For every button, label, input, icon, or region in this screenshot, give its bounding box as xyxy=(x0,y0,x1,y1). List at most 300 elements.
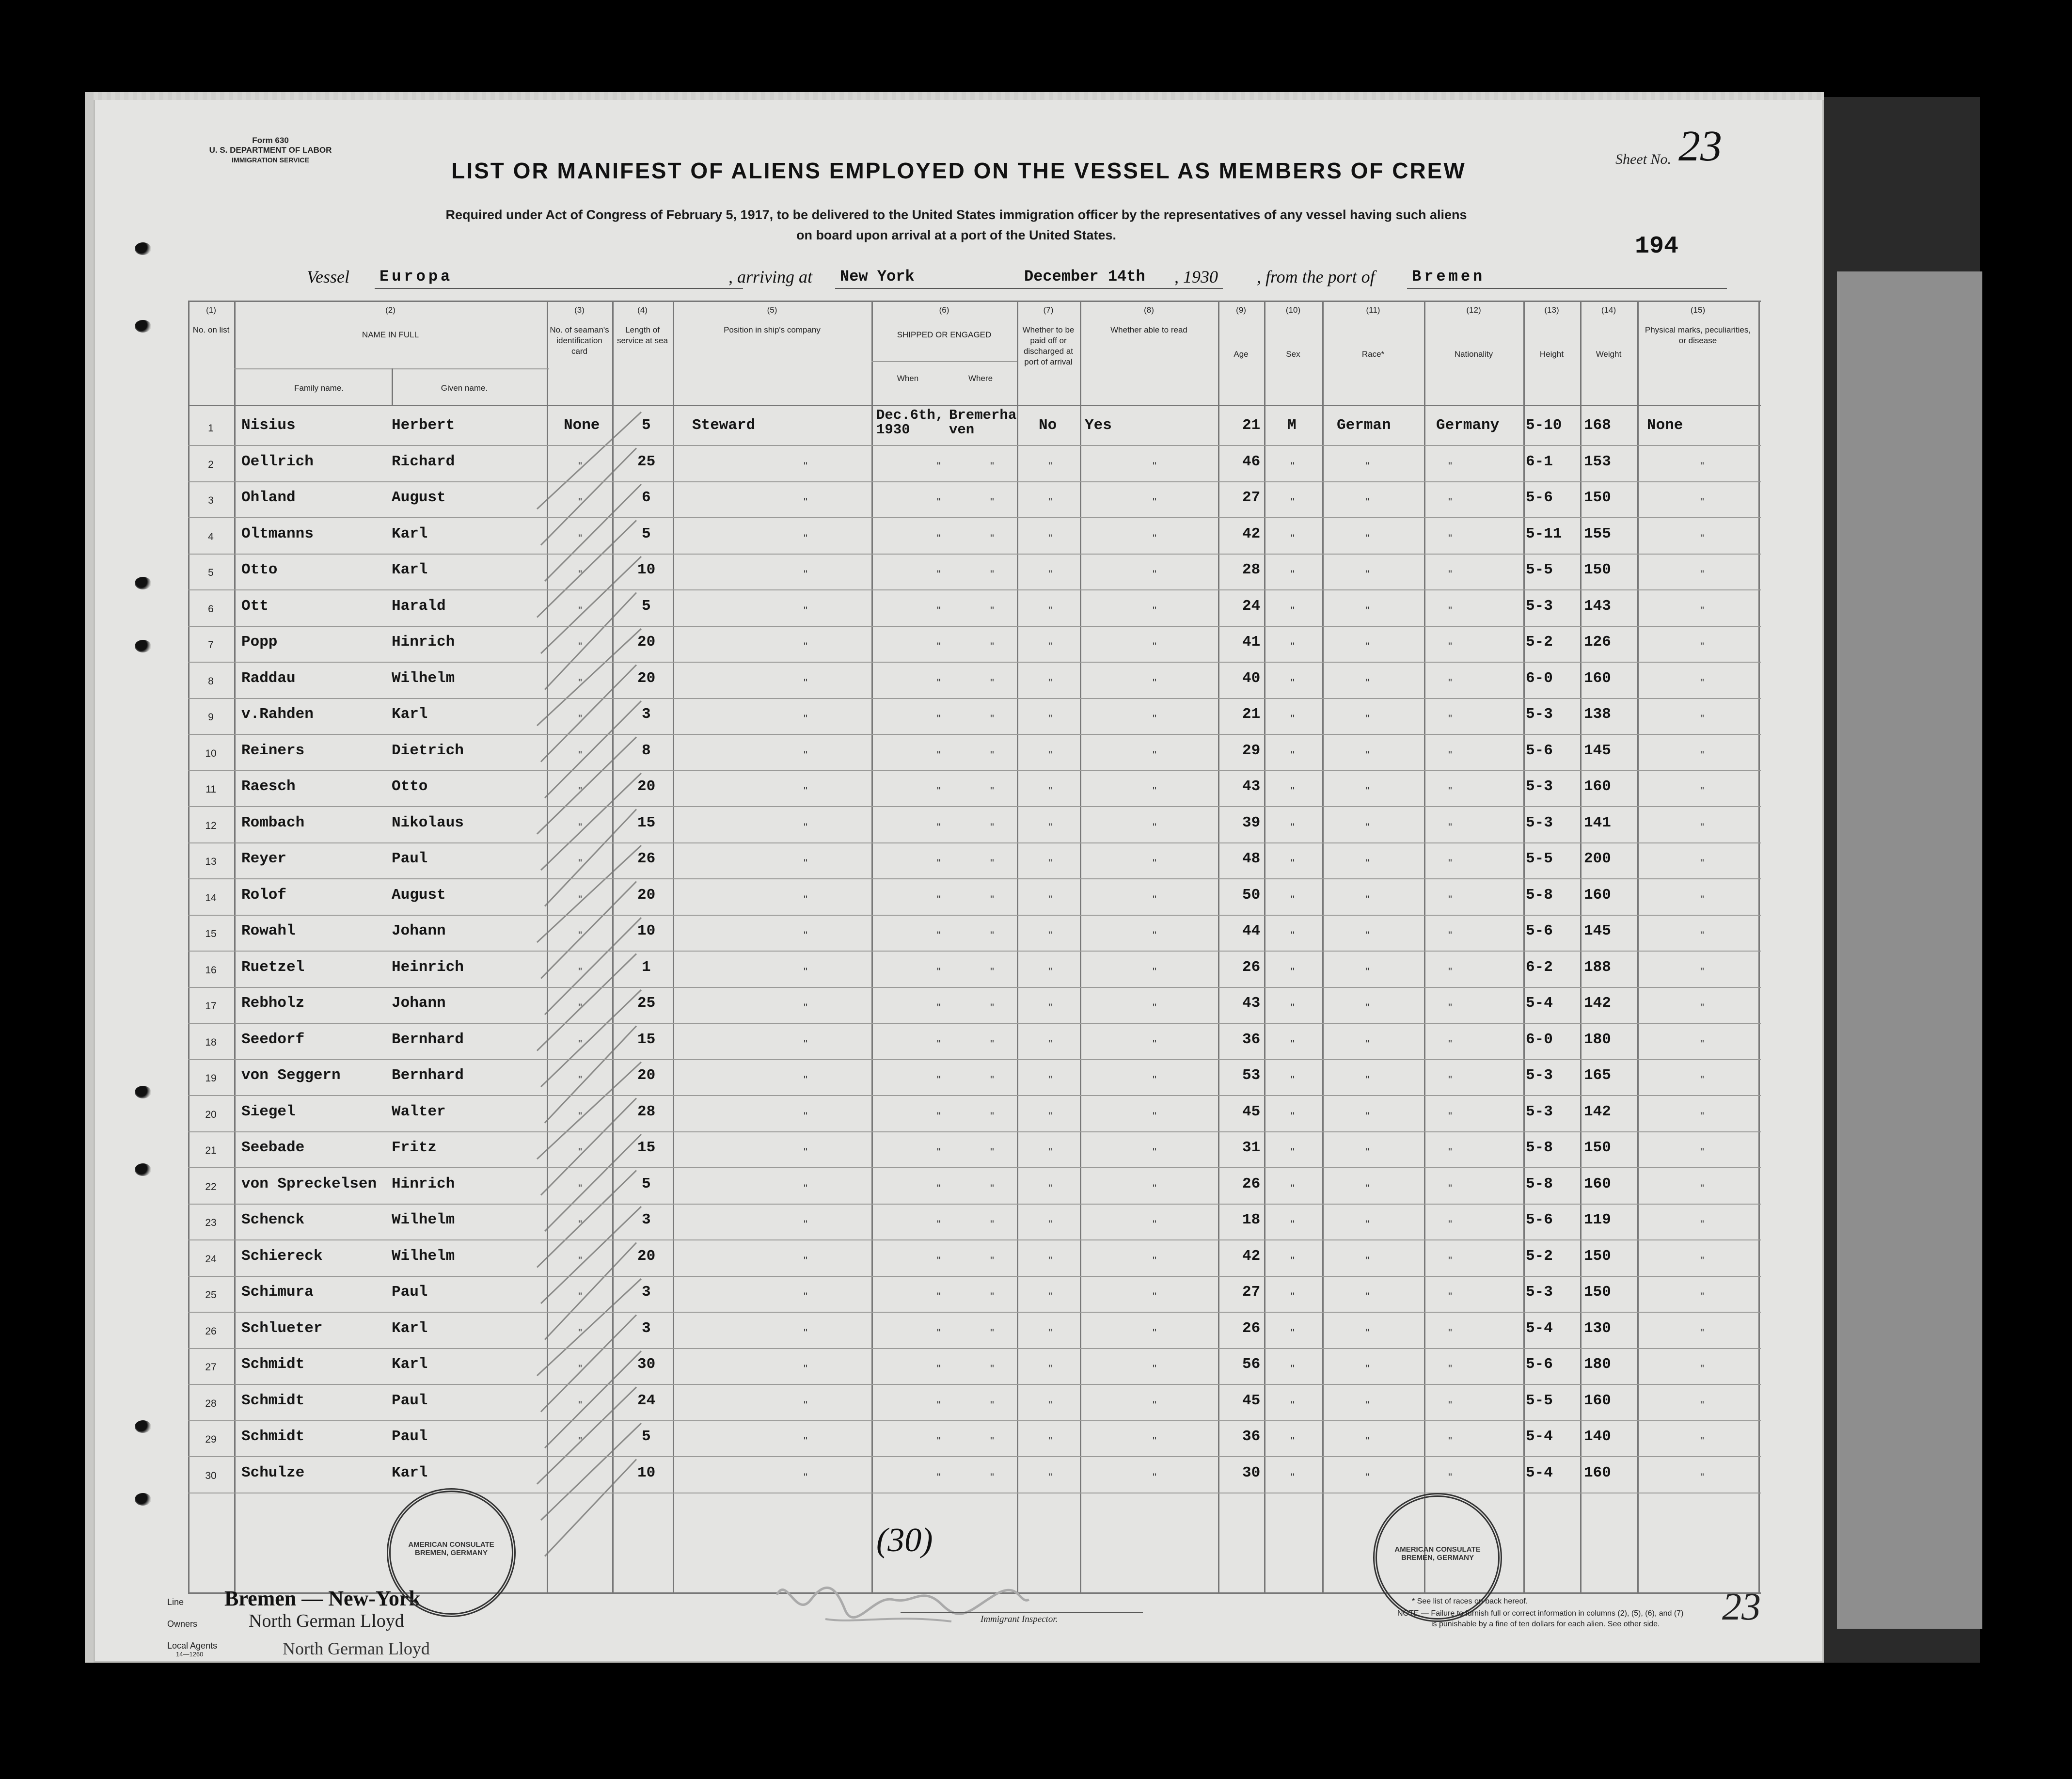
ditto-mark: " xyxy=(1366,1110,1370,1122)
family-name: Rolof xyxy=(241,887,287,904)
age: 27 xyxy=(1242,489,1261,506)
given-name: Karl xyxy=(392,561,428,578)
ditto-mark: " xyxy=(1291,496,1295,508)
ditto-mark: " xyxy=(1448,1290,1452,1302)
column-header: Race* xyxy=(1361,349,1385,359)
ditto-mark: " xyxy=(1700,532,1704,544)
ditto-mark: " xyxy=(578,1435,582,1447)
column-rule xyxy=(871,301,873,1592)
row-number: 4 xyxy=(208,531,214,542)
service-years: 26 xyxy=(637,850,656,867)
ditto-mark: " xyxy=(937,749,941,761)
weight: 160 xyxy=(1584,1175,1611,1192)
ditto-mark: " xyxy=(1700,749,1704,761)
ditto-mark: " xyxy=(1291,532,1295,544)
ditto-mark: " xyxy=(990,929,994,941)
family-name: Ruetzel xyxy=(241,959,305,976)
service-years: 25 xyxy=(637,995,656,1012)
ditto-mark: " xyxy=(1366,532,1370,544)
age: 36 xyxy=(1242,1031,1261,1048)
row-number: 5 xyxy=(208,567,214,578)
weight: 165 xyxy=(1584,1067,1611,1084)
column-subheader: Given name. xyxy=(441,383,488,393)
height: 5-3 xyxy=(1526,1067,1553,1084)
ditto-mark: " xyxy=(804,1363,807,1375)
ditto-mark: " xyxy=(1153,1218,1156,1230)
service-years: 15 xyxy=(637,1139,656,1156)
column-rule xyxy=(1080,301,1081,1592)
ditto-mark: " xyxy=(1291,1110,1295,1122)
ditto-mark: " xyxy=(1048,749,1052,761)
given-name: August xyxy=(392,887,446,904)
ditto-mark: " xyxy=(1448,1255,1452,1267)
ditto-mark: " xyxy=(1291,1435,1295,1447)
ditto-mark: " xyxy=(578,713,582,725)
ditto-mark: " xyxy=(1448,1001,1452,1014)
weight: 119 xyxy=(1584,1211,1611,1228)
column-rule xyxy=(188,301,190,1592)
ditto-mark: " xyxy=(578,640,582,652)
family-name: Otto xyxy=(241,561,278,578)
ditto-mark: " xyxy=(1153,1001,1156,1014)
row-number: 29 xyxy=(205,1434,217,1445)
height: 5-6 xyxy=(1526,1356,1553,1373)
paid-off: No xyxy=(1039,417,1057,434)
row-number: 21 xyxy=(205,1145,217,1156)
ditto-mark: " xyxy=(990,1435,994,1447)
column-subheader: Where xyxy=(968,374,993,383)
ditto-mark: " xyxy=(990,785,994,797)
ditto-mark: " xyxy=(1048,1218,1052,1230)
arrival-year: , 1930 xyxy=(1174,267,1218,286)
age: 46 xyxy=(1242,453,1261,470)
row-rule xyxy=(188,1131,1761,1132)
ditto-mark: " xyxy=(1048,1146,1052,1158)
ditto-mark: " xyxy=(1291,568,1295,580)
column-rule xyxy=(1758,301,1760,1592)
ditto-mark: " xyxy=(1153,604,1156,617)
pen-stroke xyxy=(545,918,641,1015)
row-number: 25 xyxy=(205,1289,217,1301)
ditto-mark: " xyxy=(1291,1399,1295,1411)
ditto-mark: " xyxy=(1153,1038,1156,1050)
ditto-mark: " xyxy=(804,1038,807,1050)
ditto-mark: " xyxy=(804,713,807,725)
binding-hole xyxy=(135,1420,151,1433)
ditto-mark: " xyxy=(990,821,994,833)
sex: M xyxy=(1287,417,1297,434)
service-years: 28 xyxy=(637,1103,656,1120)
ditto-mark: " xyxy=(937,1363,941,1375)
row-number: 14 xyxy=(205,892,217,904)
column-number: (6) xyxy=(939,305,949,315)
ditto-mark: " xyxy=(578,785,582,797)
given-name: Bernhard xyxy=(392,1031,464,1048)
service-years: 20 xyxy=(637,1067,656,1084)
ditto-mark: " xyxy=(804,785,807,797)
family-name: Ohland xyxy=(241,489,296,506)
subtitle-line-1: Required under Act of Congress of February 5, 1917, to be delivered to the United States immigration officer by the representatives of any vessel having such aliens xyxy=(445,207,1467,222)
ditto-mark: " xyxy=(937,677,941,689)
column-rule xyxy=(547,301,548,1592)
given-name: Harald xyxy=(392,598,446,615)
position: Steward xyxy=(692,417,756,434)
ditto-mark: " xyxy=(578,857,582,869)
ditto-mark: " xyxy=(1048,460,1052,472)
line-value: Bremen — New-York xyxy=(224,1587,421,1610)
weight: 126 xyxy=(1584,634,1611,651)
ditto-mark: " xyxy=(1366,929,1370,941)
family-name: Reiners xyxy=(241,742,305,759)
ditto-mark: " xyxy=(990,1327,994,1339)
ditto-mark: " xyxy=(1366,1001,1370,1014)
weight: 145 xyxy=(1584,922,1611,939)
age: 30 xyxy=(1242,1464,1261,1481)
weight: 130 xyxy=(1584,1320,1611,1337)
height: 5-3 xyxy=(1526,1284,1553,1301)
ditto-mark: " xyxy=(1153,568,1156,580)
ditto-mark: " xyxy=(1700,857,1704,869)
row-rule xyxy=(188,770,1761,771)
ditto-mark: " xyxy=(1700,1290,1704,1302)
column-number: (8) xyxy=(1144,305,1154,315)
ditto-mark: " xyxy=(1291,713,1295,725)
family-name: Nisius xyxy=(241,417,296,434)
ditto-mark: " xyxy=(578,1182,582,1194)
row-number: 10 xyxy=(205,748,217,759)
ditto-mark: " xyxy=(578,496,582,508)
column-header: Sex xyxy=(1286,349,1300,359)
pen-stroke xyxy=(545,1460,636,1557)
family-name: Schulze xyxy=(241,1464,305,1481)
service-years: 3 xyxy=(642,1320,651,1337)
ditto-mark: " xyxy=(937,1327,941,1339)
row-rule xyxy=(188,481,1761,482)
column-number: (1) xyxy=(206,305,216,315)
ditto-mark: " xyxy=(1153,1182,1156,1194)
family-name: Raesch xyxy=(241,778,296,795)
service-years: 20 xyxy=(637,1248,656,1265)
row-number: 17 xyxy=(205,1001,217,1012)
given-name: Wilhelm xyxy=(392,1248,455,1265)
age: 29 xyxy=(1242,742,1261,759)
ditto-mark: " xyxy=(1153,893,1156,905)
column-header: Whether to be paid off or discharged at port of arrival xyxy=(1022,325,1075,366)
service-years: 3 xyxy=(642,1211,651,1228)
ditto-mark: " xyxy=(1048,1182,1052,1194)
stamp-number: 194 xyxy=(1635,233,1679,260)
agents-label: Local Agents xyxy=(167,1641,218,1651)
ditto-mark: " xyxy=(1366,1363,1370,1375)
ditto-mark: " xyxy=(937,1290,941,1302)
family-name: Rowahl xyxy=(241,922,296,939)
nationality: Germany xyxy=(1436,417,1500,434)
column-rule xyxy=(1580,301,1582,1592)
column-rule xyxy=(1264,301,1265,1592)
ditto-mark: " xyxy=(1048,496,1052,508)
age: 21 xyxy=(1242,706,1261,723)
family-name: Rebholz xyxy=(241,995,305,1012)
total-count: (30) xyxy=(876,1522,933,1559)
height: 5-6 xyxy=(1526,1211,1553,1228)
ditto-mark: " xyxy=(804,1074,807,1086)
ditto-mark: " xyxy=(1448,1074,1452,1086)
row-rule xyxy=(188,987,1761,988)
ditto-mark: " xyxy=(1448,1146,1452,1158)
height: 5-2 xyxy=(1526,634,1553,651)
given-name: Bernhard xyxy=(392,1067,464,1084)
ditto-mark: " xyxy=(1366,857,1370,869)
ditto-mark: " xyxy=(1700,785,1704,797)
row-number: 2 xyxy=(208,459,214,470)
ditto-mark: " xyxy=(1291,749,1295,761)
shipped-subheader-rule xyxy=(871,361,1017,362)
ditto-mark: " xyxy=(1153,1399,1156,1411)
height: 5-4 xyxy=(1526,1464,1553,1481)
ditto-mark: " xyxy=(990,857,994,869)
ditto-mark: " xyxy=(1366,677,1370,689)
row-rule xyxy=(188,878,1761,879)
ditto-mark: " xyxy=(1366,568,1370,580)
ditto-mark: " xyxy=(1048,1001,1052,1014)
family-name: Schmidt xyxy=(241,1392,305,1409)
ditto-mark: " xyxy=(1700,460,1704,472)
ditto-mark: " xyxy=(1048,568,1052,580)
ditto-mark: " xyxy=(937,1435,941,1447)
pen-stroke xyxy=(541,1207,641,1303)
pen-stroke xyxy=(541,448,636,545)
row-number: 27 xyxy=(205,1362,217,1373)
ditto-mark: " xyxy=(990,496,994,508)
ditto-mark: " xyxy=(1048,1255,1052,1267)
ditto-mark: " xyxy=(937,1182,941,1194)
ditto-mark: " xyxy=(1153,1363,1156,1375)
ditto-mark: " xyxy=(990,1001,994,1014)
ditto-mark: " xyxy=(1153,966,1156,978)
ditto-mark: " xyxy=(578,821,582,833)
ditto-mark: " xyxy=(1448,1218,1452,1230)
ditto-mark: " xyxy=(804,604,807,617)
row-number: 11 xyxy=(206,784,216,795)
ditto-mark: " xyxy=(1700,1001,1704,1014)
height: 5-8 xyxy=(1526,1175,1553,1192)
age: 43 xyxy=(1242,995,1261,1012)
ditto-mark: " xyxy=(1700,1038,1704,1050)
owners-label: Owners xyxy=(167,1619,198,1629)
ditto-mark: " xyxy=(1700,604,1704,617)
family-name: von Seggern xyxy=(241,1067,341,1084)
age: 31 xyxy=(1242,1139,1261,1156)
service-label: IMMIGRATION SERVICE xyxy=(232,156,309,164)
row-rule xyxy=(188,445,1761,446)
ditto-mark: " xyxy=(804,857,807,869)
ditto-mark: " xyxy=(1448,929,1452,941)
ditto-mark: " xyxy=(1153,640,1156,652)
weight: 160 xyxy=(1584,670,1611,687)
ditto-mark: " xyxy=(1700,1399,1704,1411)
ditto-mark: " xyxy=(1448,785,1452,797)
pen-stroke xyxy=(545,1351,641,1448)
row-number: 20 xyxy=(205,1109,217,1120)
service-years: 3 xyxy=(642,1284,651,1301)
pen-stroke xyxy=(541,556,641,653)
ditto-mark: " xyxy=(1448,713,1452,725)
ditto-mark: " xyxy=(1048,1435,1052,1447)
ditto-mark: " xyxy=(1366,1182,1370,1194)
ditto-mark: " xyxy=(990,713,994,725)
ditto-mark: " xyxy=(1366,821,1370,833)
ditto-mark: " xyxy=(804,1399,807,1411)
row-rule xyxy=(188,842,1761,843)
ditto-mark: " xyxy=(1291,1146,1295,1158)
ditto-mark: " xyxy=(1291,1218,1295,1230)
given-name: Karl xyxy=(392,706,428,723)
height: 5-5 xyxy=(1526,1392,1553,1409)
given-name: Johann xyxy=(392,995,446,1012)
row-rule xyxy=(188,915,1761,916)
column-rule xyxy=(612,301,614,1592)
row-rule xyxy=(188,589,1761,590)
family-name: Schenck xyxy=(241,1211,305,1228)
ditto-mark: " xyxy=(990,1038,994,1050)
weight: 160 xyxy=(1584,778,1611,795)
row-number: 9 xyxy=(208,712,214,723)
height: 5-5 xyxy=(1526,561,1553,578)
ditto-mark: " xyxy=(1153,532,1156,544)
column-number: (9) xyxy=(1236,305,1246,315)
ditto-mark: " xyxy=(804,1327,807,1339)
column-header: NAME IN FULL xyxy=(362,330,419,339)
column-number: (15) xyxy=(1690,305,1706,315)
ditto-mark: " xyxy=(937,460,941,472)
able-to-read: Yes xyxy=(1085,417,1112,434)
height: 5-3 xyxy=(1526,814,1553,831)
given-name: Heinrich xyxy=(392,959,464,976)
ditto-mark: " xyxy=(1448,893,1452,905)
ditto-mark: " xyxy=(1700,1471,1704,1483)
row-number: 1 xyxy=(208,423,214,434)
ditto-mark: " xyxy=(1048,1038,1052,1050)
ditto-mark: " xyxy=(1291,604,1295,617)
ditto-mark: " xyxy=(1366,785,1370,797)
ditto-mark: " xyxy=(1366,1435,1370,1447)
ditto-mark: " xyxy=(1448,640,1452,652)
ditto-mark: " xyxy=(578,893,582,905)
height: 5-8 xyxy=(1526,1139,1553,1156)
service-years: 20 xyxy=(637,634,656,651)
given-name: Karl xyxy=(392,1464,428,1481)
height: 5-3 xyxy=(1526,598,1553,615)
ditto-mark: " xyxy=(578,1001,582,1014)
row-rule xyxy=(188,806,1761,807)
weight: 200 xyxy=(1584,850,1611,867)
service-years: 20 xyxy=(637,778,656,795)
age: 36 xyxy=(1242,1428,1261,1445)
ditto-mark: " xyxy=(1153,1146,1156,1158)
service-years: 5 xyxy=(642,525,651,542)
ditto-mark: " xyxy=(1366,1471,1370,1483)
ditto-mark: " xyxy=(1366,1399,1370,1411)
ditto-mark: " xyxy=(1153,1110,1156,1122)
ditto-mark: " xyxy=(937,785,941,797)
ditto-mark: " xyxy=(1700,568,1704,580)
ditto-mark: " xyxy=(1448,1435,1452,1447)
ditto-mark: " xyxy=(1448,1471,1452,1483)
ditto-mark: " xyxy=(1366,460,1370,472)
weight: 141 xyxy=(1584,814,1611,831)
height: 5-6 xyxy=(1526,742,1553,759)
ditto-mark: " xyxy=(1366,1074,1370,1086)
ditto-mark: " xyxy=(804,496,807,508)
given-name: August xyxy=(392,489,446,506)
column-rule xyxy=(1322,301,1324,1592)
given-name: Paul xyxy=(392,1284,428,1301)
column-number: (3) xyxy=(574,305,585,315)
age: 42 xyxy=(1242,1248,1261,1265)
row-rule xyxy=(188,1312,1761,1313)
ditto-mark: " xyxy=(1700,1255,1704,1267)
ditto-mark: " xyxy=(1448,1110,1452,1122)
service-years: 15 xyxy=(637,814,656,831)
agents-value: North German Lloyd xyxy=(283,1639,430,1658)
service-years: 30 xyxy=(637,1356,656,1373)
ditto-mark: " xyxy=(937,496,941,508)
height: 5-5 xyxy=(1526,850,1553,867)
service-years: 20 xyxy=(637,887,656,904)
row-number: 22 xyxy=(205,1181,217,1192)
ditto-mark: " xyxy=(804,966,807,978)
height: 5-11 xyxy=(1526,525,1562,542)
line-label: Line xyxy=(167,1597,184,1607)
department-label: U. S. DEPARTMENT OF LABOR xyxy=(209,145,332,155)
ditto-mark: " xyxy=(1153,496,1156,508)
age: 44 xyxy=(1242,922,1261,939)
ditto-mark: " xyxy=(578,1074,582,1086)
column-number: (12) xyxy=(1466,305,1481,315)
service-years: 15 xyxy=(637,1031,656,1048)
ditto-mark: " xyxy=(1153,1255,1156,1267)
ditto-mark: " xyxy=(1048,1399,1052,1411)
ditto-mark: " xyxy=(804,1146,807,1158)
service-years: 8 xyxy=(642,742,651,759)
ditto-mark: " xyxy=(804,677,807,689)
age: 27 xyxy=(1242,1284,1261,1301)
ditto-mark: " xyxy=(1048,821,1052,833)
ditto-mark: " xyxy=(937,604,941,617)
ditto-mark: " xyxy=(990,568,994,580)
ditto-mark: " xyxy=(1700,966,1704,978)
ditto-mark: " xyxy=(1700,1110,1704,1122)
ditto-mark: " xyxy=(1448,677,1452,689)
family-name: Schlueter xyxy=(241,1320,323,1337)
ditto-mark: " xyxy=(578,929,582,941)
ditto-mark: " xyxy=(1153,1435,1156,1447)
binding-hole xyxy=(135,640,151,652)
ditto-mark: " xyxy=(1048,1363,1052,1375)
ditto-mark: " xyxy=(1448,460,1452,472)
ditto-mark: " xyxy=(1448,604,1452,617)
family-name: von Spreckelsen xyxy=(241,1175,377,1192)
ditto-mark: " xyxy=(1700,1074,1704,1086)
ditto-mark: " xyxy=(804,1255,807,1267)
family-name: Siegel xyxy=(241,1103,296,1120)
ditto-mark: " xyxy=(804,568,807,580)
given-name: Karl xyxy=(392,1356,428,1373)
weight: 138 xyxy=(1584,706,1611,723)
row-number: 13 xyxy=(205,856,217,867)
weight: 160 xyxy=(1584,887,1611,904)
age: 28 xyxy=(1242,561,1261,578)
